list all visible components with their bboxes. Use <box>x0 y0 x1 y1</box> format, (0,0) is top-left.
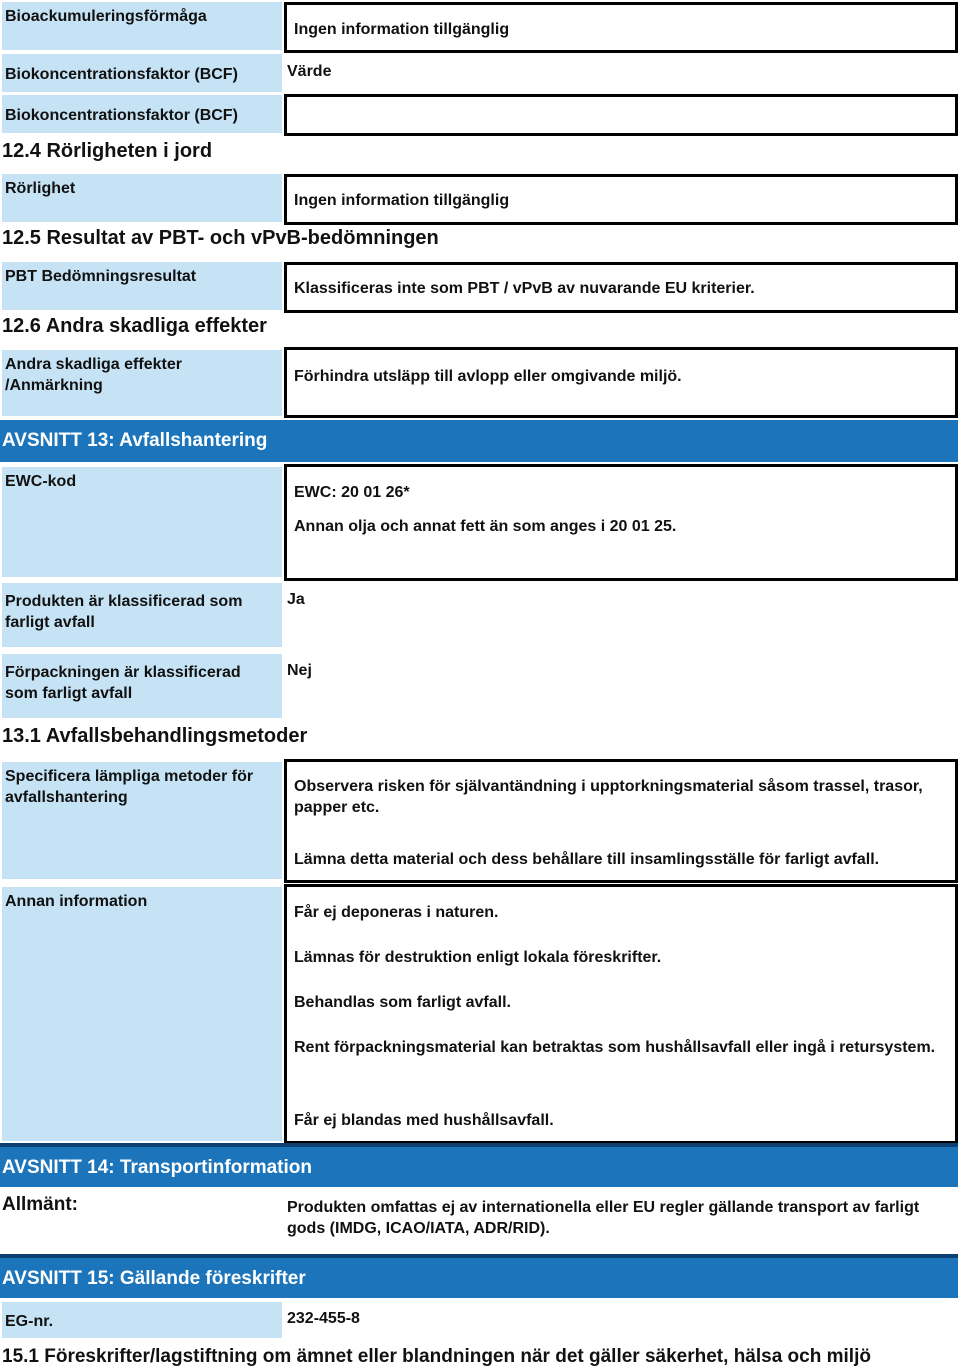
section-13-title: AVSNITT 13: Avfallshantering <box>2 430 268 451</box>
other-effects-label-bg <box>202 350 282 416</box>
hazardous-waste-value: Ja <box>287 591 305 608</box>
ewc-value-box <box>284 464 958 581</box>
packaging-waste-label-bg <box>262 654 282 718</box>
packaging-waste-value: Nej <box>287 662 312 679</box>
methods-label: Specificera lämpliga metoder för avfallshantering <box>2 762 282 879</box>
packaging-waste-label: Förpackningen är klassificerad som farligt avfall <box>2 654 262 718</box>
heading-12-5: 12.5 Resultat av PBT- och vPvB-bedömningen <box>2 227 439 249</box>
other-info-line: Lämnas för destruktion enligt lokala föreskrifter. <box>294 949 662 966</box>
bioaccumulation-value-box <box>284 2 958 53</box>
hazardous-waste-label: Produkten är klassificerad som farligt avfall <box>2 583 262 647</box>
mobility-label: Rörlighet <box>2 174 282 222</box>
ewc-description: Annan olja och annat fett än som anges i 20 01 25. <box>294 518 677 535</box>
other-info-value-box <box>284 884 958 1144</box>
other-info-label: Annan information <box>2 887 282 1141</box>
mobility-value-box <box>284 174 958 225</box>
ewc-code: EWC: 20 01 26* <box>294 484 410 501</box>
other-info-line: Behandlas som farligt avfall. <box>294 994 511 1011</box>
mobility-value: Ingen information tillgänglig <box>294 192 510 209</box>
bioaccumulation-label: Bioackumuleringsförmåga <box>2 2 282 50</box>
bcf-label-2: Biokoncentrationsfaktor (BCF) <box>2 95 282 133</box>
section-13-bar <box>0 420 958 462</box>
section-14-title: AVSNITT 14: Transportinformation <box>2 1157 313 1178</box>
other-info-line: Får ej blandas med hushållsavfall. <box>294 1112 554 1129</box>
section-14-bar <box>0 1143 958 1187</box>
section-15-bar <box>0 1254 958 1298</box>
pbt-label: PBT Bedömningsresultat <box>2 262 282 310</box>
other-info-line: Rent förpackningsmaterial kan betraktas som hushållsavfall eller ingå i retursystem. <box>294 1039 936 1056</box>
bioaccumulation-value: Ingen information tillgänglig <box>294 21 510 38</box>
other-info-line: Får ej deponeras i naturen. <box>294 904 499 921</box>
other-effects-value-box <box>284 347 958 418</box>
heading-12-6: 12.6 Andra skadliga effekter <box>2 315 267 337</box>
general-transport-label: Allmänt: <box>2 1194 78 1215</box>
eg-number-value: 232-455-8 <box>287 1310 360 1327</box>
bcf-value-box-2 <box>284 94 958 136</box>
eg-number-label: EG-nr. <box>2 1302 282 1338</box>
methods-value-box <box>284 759 958 883</box>
ewc-label: EWC-kod <box>2 467 282 577</box>
other-effects-label: Andra skadliga effekter /Anmärkning <box>2 350 202 416</box>
hazardous-waste-label-bg <box>262 583 282 647</box>
general-transport-value: Produkten omfattas ej av internationella eller EU regler gällande transport av farligt gods (IMDG, ICAO/IATA, ADR/RID). <box>287 1199 920 1237</box>
bcf-value-1: Värde <box>287 63 332 80</box>
other-effects-value: Förhindra utsläpp till avlopp eller omgivande miljö. <box>294 368 682 385</box>
section-15-title: AVSNITT 15: Gällande föreskrifter <box>2 1268 306 1289</box>
methods-line-2: Lämna detta material och dess behållare till insamlingsställe för farligt avfall. <box>294 851 880 868</box>
methods-line-1: Observera risken för självantändning i upptorkningsmaterial såsom trassel, trasor, papper etc. <box>294 778 923 816</box>
bcf-label-1: Biokoncentrationsfaktor (BCF) <box>2 54 282 92</box>
heading-15-1: 15.1 Föreskrifter/lagstiftning om ämnet eller blandningen när det gäller säkerhet, hälsa och miljö <box>2 1346 871 1367</box>
heading-13-1: 13.1 Avfallsbehandlingsmetoder <box>2 725 308 747</box>
pbt-value: Klassificeras inte som PBT / vPvB av nuvarande EU kriterier. <box>294 280 755 297</box>
pbt-value-box <box>284 262 958 313</box>
heading-12-4: 12.4 Rörligheten i jord <box>2 140 213 162</box>
